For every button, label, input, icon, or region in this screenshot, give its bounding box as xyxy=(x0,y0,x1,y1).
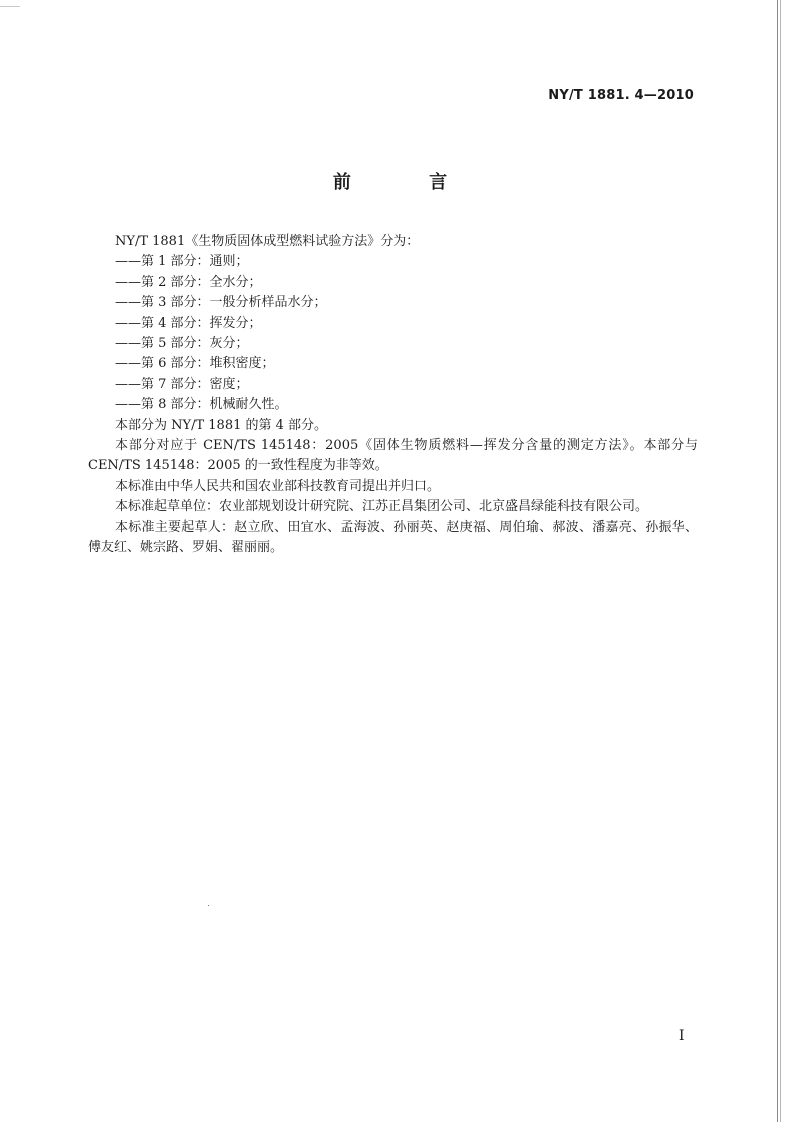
part-item-5: ——第 5 部分：灰分； xyxy=(115,336,249,352)
proposed-by-line: 本标准由中华人民共和国农业部科技教育司提出并归口。 xyxy=(115,478,441,494)
scan-speck xyxy=(208,905,209,906)
part-item-8: ——第 8 部分：机械耐久性。 xyxy=(115,397,288,413)
this-part-line: 本部分为 NY/T 1881 的第 4 部分。 xyxy=(115,417,328,433)
intro-line: NY/T 1881《生物质固体成型燃料试验方法》分为： xyxy=(115,234,420,249)
standard-number: NY/T 1881. 4—2010 xyxy=(548,88,694,103)
scan-corner-mark xyxy=(0,0,20,7)
drafters-paragraph: 本标准主要起草人：赵立欣、田宜水、孟海波、孙丽英、赵庚福、周伯瑜、郝波、潘嘉亮、孙振华、傅友红、姚宗路、罗娟、翟丽丽。 xyxy=(88,519,698,556)
part-item-7: ——第 7 部分：密度； xyxy=(115,376,249,392)
page-title: 前 言 xyxy=(332,172,484,193)
page-number: I xyxy=(679,1028,685,1044)
foreword-body xyxy=(88,232,698,559)
part-item-1: ——第 1 部分：通则； xyxy=(115,254,249,270)
part-item-6: ——第 6 部分：堆积密度； xyxy=(115,356,275,372)
drafting-units-line: 本标准起草单位：农业部规划设计研究院、江苏正昌集团公司、北京盛昌绿能科技有限公司。 xyxy=(115,499,649,515)
part-item-4: ——第 4 部分：挥发分； xyxy=(115,315,262,331)
part-item-2: ——第 2 部分：全水分； xyxy=(115,274,262,290)
part-item-3: ——第 3 部分：一般分析样品水分； xyxy=(115,295,327,311)
correspondence-paragraph: 本部分对应于 CEN/TS 145148：2005《固体生物质燃料—挥发分含量的测定方法》。本部分与 CEN/TS 145148：2005 的一致性程度为非等效。 xyxy=(88,438,698,474)
scan-edge-line-outer xyxy=(780,0,781,1122)
